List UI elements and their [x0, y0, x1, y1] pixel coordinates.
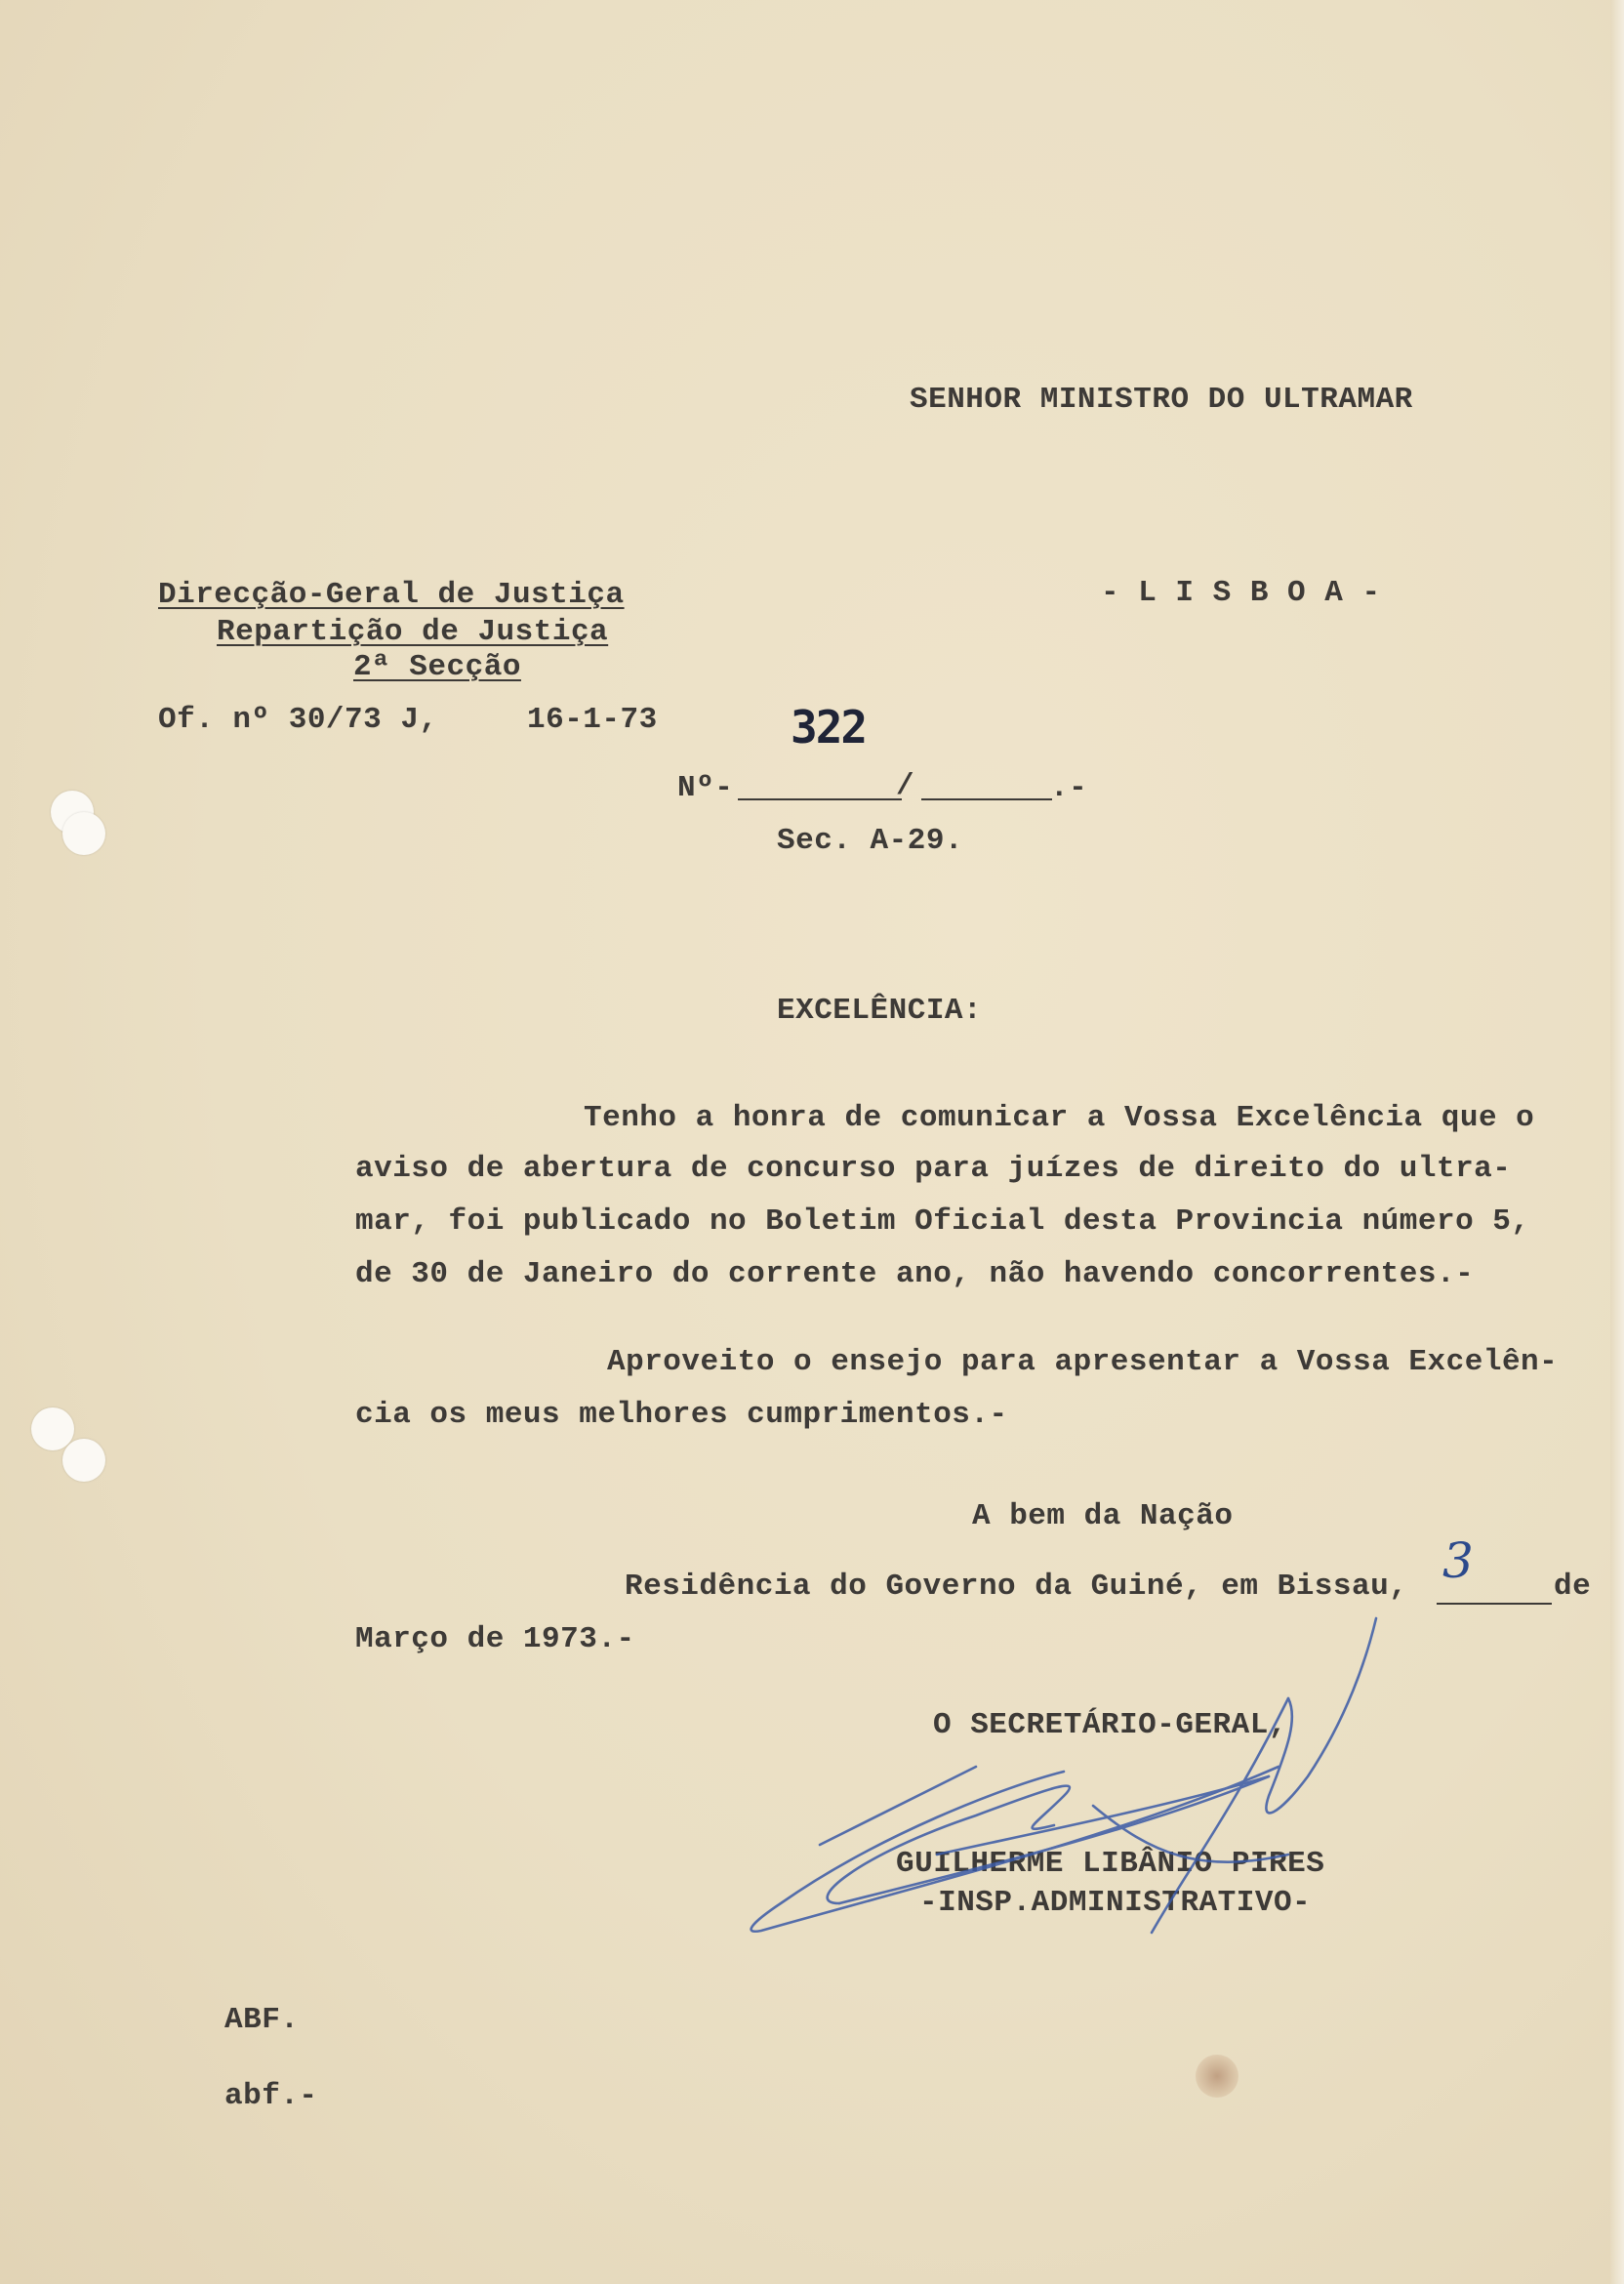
- salutation: EXCELÊNCIA:: [777, 994, 983, 1028]
- section-code: Sec. A-29.: [777, 824, 964, 858]
- body-line-1: Tenho a honra de comunicar a Vossa Excelência que o: [584, 1101, 1535, 1135]
- office-number: Of. nº 30/73 J,: [158, 703, 438, 737]
- number-separator: /: [896, 769, 915, 803]
- number-prefix: Nº-: [677, 771, 734, 805]
- page-edge: [1610, 0, 1624, 2284]
- body-line-6: cia os meus melhores cumprimentos.-: [355, 1398, 1008, 1432]
- signatory-name: GUILHERME LIBÂNIO PIRES: [896, 1847, 1325, 1881]
- initials-upper: ABF.: [224, 2003, 300, 2037]
- punch-hole-bottom-2: [62, 1439, 105, 1482]
- sender-department: Repartição de Justiça: [217, 615, 609, 649]
- day-blank: [1437, 1603, 1552, 1605]
- punch-hole-top-2: [62, 812, 105, 855]
- place-line-suffix: de: [1554, 1570, 1592, 1604]
- body-line-5: Aproveito o ensejo para apresentar a Vossa Excelên-: [607, 1345, 1559, 1379]
- number-suffix: .-: [1050, 771, 1088, 805]
- initials-lower: abf.-: [224, 2079, 318, 2113]
- date-line: Março de 1973.-: [355, 1622, 635, 1656]
- addressee-line: SENHOR MINISTRO DO ULTRAMAR: [910, 383, 1413, 417]
- number-blank-2: [921, 798, 1052, 800]
- signatory-role: -INSP.ADMINISTRATIVO-: [919, 1886, 1312, 1920]
- stamp-number: 322: [791, 701, 867, 754]
- sender-directorate: Direcção-Geral de Justiça: [158, 578, 625, 612]
- handwritten-day: 3: [1442, 1532, 1474, 1589]
- destination-text: - L I S B O A -: [1101, 576, 1381, 610]
- sender-section: 2ª Secção: [353, 650, 521, 684]
- paper-stain: [1196, 2055, 1238, 2098]
- body-line-2: aviso de abertura de concurso para juízes de direito do ultra-: [355, 1152, 1512, 1186]
- office-date: 16-1-73: [527, 703, 658, 737]
- body-line-3: mar, foi publicado no Boletim Oficial desta Provincia número 5,: [355, 1204, 1530, 1239]
- signatory-title: O SECRETÁRIO-GERAL,: [933, 1708, 1287, 1742]
- place-line: Residência do Governo da Guiné, em Bissau,: [625, 1570, 1408, 1604]
- punch-hole-bottom: [31, 1407, 74, 1450]
- closing-formula: A bem da Nação: [972, 1499, 1234, 1533]
- destination-city: [1101, 576, 1381, 610]
- body-line-4: de 30 de Janeiro do corrente ano, não havendo concorrentes.-: [355, 1257, 1475, 1291]
- number-blank-1: [738, 798, 902, 800]
